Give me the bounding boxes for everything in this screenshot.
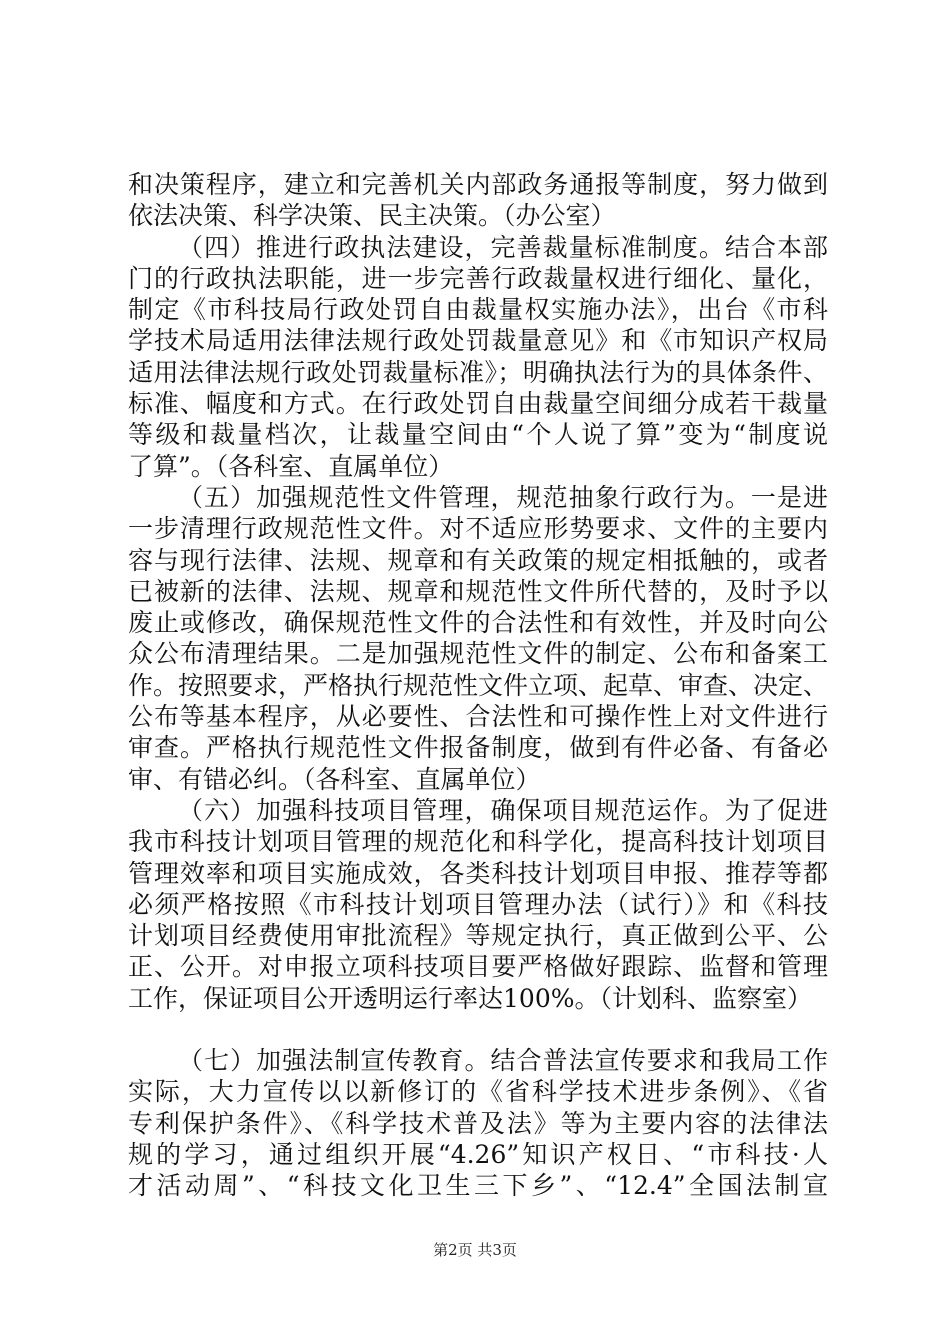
paragraph — [128, 169, 828, 232]
text-line: 容与现行法律、法规、规章和有关政策的规定相抵触的，或者 — [128, 545, 828, 575]
text-line: 审查。严格执行规范性文件报备制度，做到有件必备、有备必 — [128, 733, 828, 763]
text-line: （六）加强科技项目管理，确保项目规范运作。为了促进 — [178, 795, 828, 825]
text-line: 正、公开。对申报立项科技项目要严格做好跟踪、监督和管理 — [128, 952, 828, 982]
text-line: 工作，保证项目公开透明运行率达100%。（计划科、监察室） — [128, 983, 812, 1013]
text-line: 才活动周”、“科技文化卫生三下乡”、“12.4”全国法制宣 — [128, 1171, 828, 1201]
text-line: 和决策程序，建立和完善机关内部政务通报等制度，努力做到 — [128, 170, 828, 199]
text-line: 废止或修改，确保规范性文件的合法性和有效性，并及时向公 — [128, 608, 828, 638]
text-line: 众公布清理结果。二是加强规范性文件的制定、公布和备案工 — [128, 639, 828, 669]
paragraph — [128, 795, 828, 1014]
text-line: （七）加强法制宣传教育。结合普法宣传要求和我局工作 — [178, 1046, 828, 1076]
document-body — [128, 169, 828, 1202]
text-line: 计划项目经费使用审批流程》等规定执行，真正做到公平、公 — [128, 921, 828, 951]
text-line: 管理效率和项目实施成效，各类科技计划项目申报、推荐等都 — [128, 858, 828, 888]
text-line: 必须严格按照《市科技计划项目管理办法（试行）》和《科技 — [128, 889, 828, 919]
text-line: 门的行政执法职能，进一步完善行政裁量权进行细化、量化， — [128, 263, 828, 293]
text-line: （四）推进行政执法建设，完善裁量标准制度。结合本部 — [178, 232, 828, 262]
text-line: 已被新的法律、法规、规章和规范性文件所代替的，及时予以 — [128, 576, 828, 606]
paragraph-gap — [128, 1014, 828, 1045]
text-line: 等级和裁量档次，让裁量空间由“个人说了算”变为“制度说 — [128, 420, 828, 450]
text-line: 一步清理行政规范性文件。对不适应形势要求、文件的主要内 — [128, 514, 828, 544]
paragraph — [128, 232, 828, 482]
text-line: 审、有错必纠。（各科室、直属单位） — [128, 764, 541, 794]
text-line: 作。按照要求，严格执行规范性文件立项、起草、审查、决定、 — [128, 670, 829, 700]
text-line: 规的学习，通过组织开展“4.26”知识产权日、“市科技·人 — [128, 1139, 828, 1169]
text-line: 依法决策、科学决策、民主决策。（办公室） — [128, 201, 616, 231]
text-line: 标准、幅度和方式。在行政处罚自由裁量空间细分成若干裁量 — [128, 389, 828, 419]
text-line: 专利保护条件》、《科学技术普及法》等为主要内容的法律法 — [128, 1108, 828, 1138]
text-line: 了算”。（各科室、直属单位） — [128, 451, 454, 481]
text-line: 我市科技计划项目管理的规范化和科学化，提高科技计划项目 — [128, 827, 828, 857]
page-footer — [0, 1240, 950, 1260]
paragraph — [128, 1045, 828, 1201]
text-line: 学技术局适用法律法规行政处罚裁量意见》和《市知识产权局 — [128, 326, 828, 356]
text-line: 实际，大力宣传以以新修订的《省科学技术进步条例》、《省 — [128, 1077, 828, 1107]
text-line: 适用法律法规行政处罚裁量标准》；明确执法行为的具体条件、 — [128, 357, 828, 387]
text-line: （五）加强规范性文件管理，规范抽象行政行为。一是进 — [178, 482, 828, 512]
text-line: 制定《市科技局行政处罚自由裁量权实施办法》，出台《市科 — [128, 295, 828, 325]
page-number: 第2页 共3页 — [433, 1241, 517, 1259]
text-line: 公布等基本程序，从必要性、合法性和可操作性上对文件进行 — [128, 702, 828, 732]
paragraph — [128, 482, 828, 795]
